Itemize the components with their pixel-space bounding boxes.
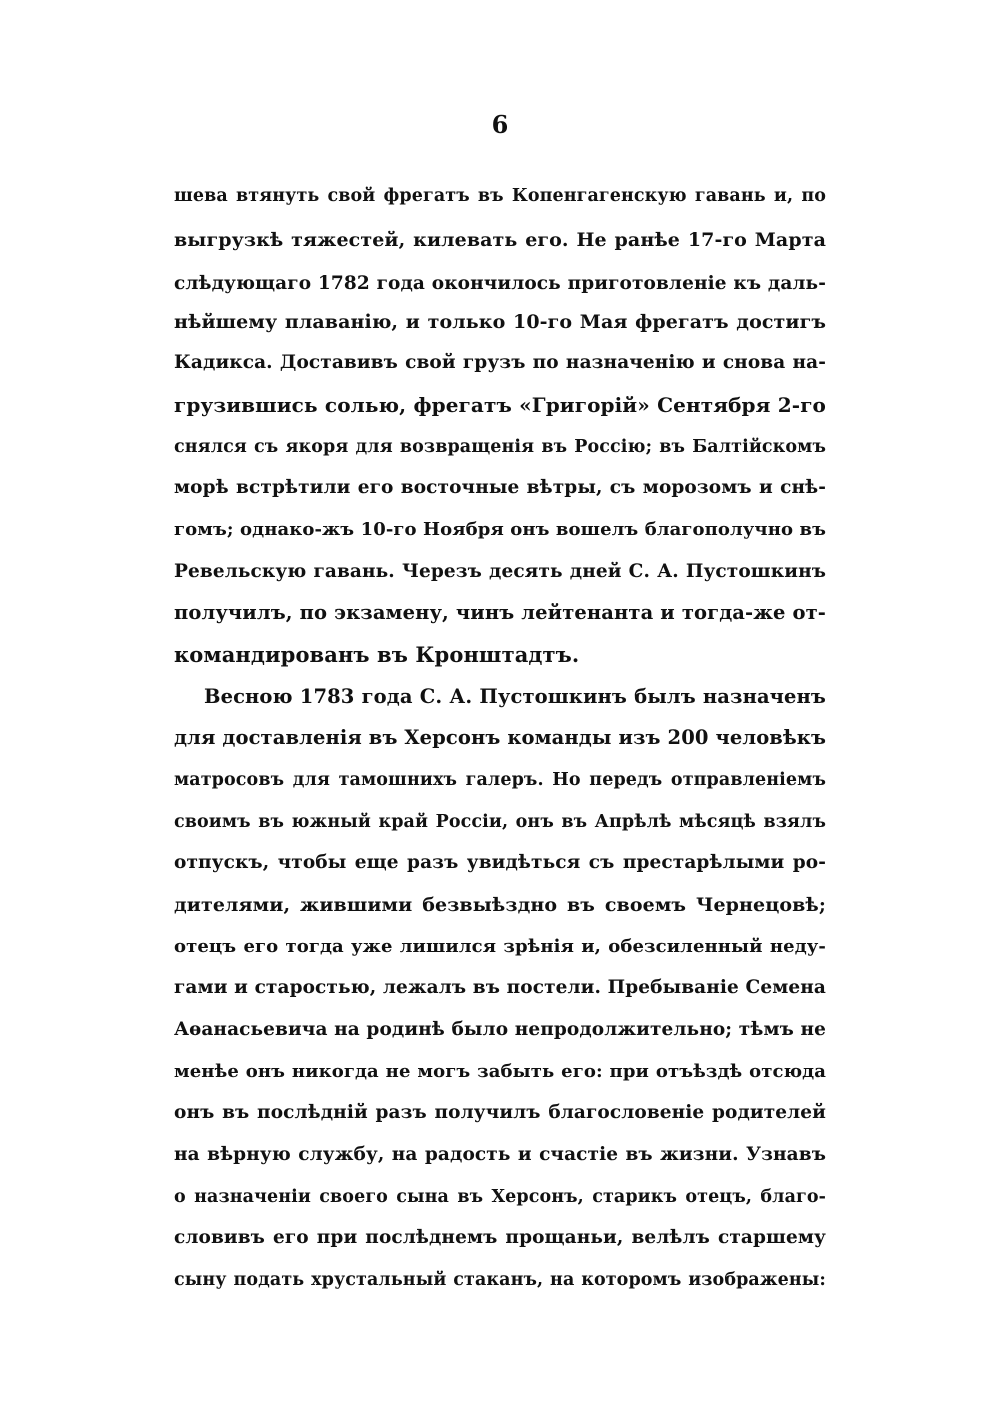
page-number: 6 [491, 110, 509, 139]
text-line: сыну подать хрустальный стаканъ, на которомъ изображены: [174, 1270, 826, 1290]
text-line: снялся съ якоря для возвращенія въ Россію; въ Балтійскомъ [174, 437, 826, 457]
text-line: словивъ его при послѣднемъ прощаньи, велѣлъ старшему [174, 1227, 826, 1248]
text-line: Кадикса. Доставивъ свой грузъ по назначенію и снова на- [174, 352, 826, 373]
text-line: дителями, жившими безвыѣздно въ своемъ Чернецовѣ; [174, 894, 826, 916]
text-line: матросовъ для тамошнихъ галеръ. Но передъ отправленіемъ [174, 770, 826, 790]
text-line: о назначеніи своего сына въ Херсонъ, старикъ отецъ, благо- [174, 1187, 826, 1207]
text-line: Аѳанасьевича на родинѣ было непродолжительно; тѣмъ не [174, 1019, 826, 1040]
text-line: своимъ въ южный край Россіи, онъ въ Апрѣлѣ мѣсяцѣ взялъ [174, 812, 826, 832]
text-line: отпускъ, чтобы еще разъ увидѣться съ престарѣлыми ро- [174, 852, 826, 873]
text-line: гами и старостью, лежалъ въ постели. Пребываніе Семена [174, 977, 826, 998]
text-line: на вѣрную службу, на радость и счастіе въ жизни. Узнавъ [174, 1144, 826, 1165]
text-line: получилъ, по экзамену, чинъ лейтенанта и тогда-же от- [174, 601, 826, 624]
text-line: менѣе онъ никогда не могъ забыть его: при отъѣздѣ отсюда [174, 1061, 826, 1082]
text-line: слѣдующаго 1782 года окончилось приготовленіе къ даль- [174, 273, 826, 294]
text-line: Ревельскую гавань. Черезъ десять дней С. А. Пустошкинъ [174, 561, 826, 582]
text-line: Весною 1783 года С. А. Пустошкинъ былъ назначенъ [204, 685, 826, 708]
text-line: шева втянуть свой фрегатъ въ Копенгагенскую гавань и, по [174, 186, 826, 206]
text-line: гомъ; однако-жъ 10-го Ноября онъ вошелъ благополучно въ [174, 519, 826, 540]
text-line: морѣ встрѣтили его восточные вѣтры, съ морозомъ и снѣ- [174, 477, 826, 498]
text-line: грузившись солью, фрегатъ «Григорій» Сентября 2-го [174, 393, 826, 417]
text-line: отецъ его тогда уже лишился зрѣнія и, обезсиленный неду- [174, 936, 826, 957]
text-line: нѣйшему плаванію, и только 10-го Мая фрегатъ достигъ [174, 311, 826, 333]
text-line: онъ въ послѣдній разъ получилъ благословеніе родителей [174, 1102, 826, 1123]
text-line: для доставленія въ Херсонъ команды изъ 200 человѣкъ [174, 726, 826, 749]
text-line: выгрузкѣ тяжестей, килевать его. Не ранѣе 17-го Марта [174, 229, 826, 251]
text-line: командированъ въ Кронштадтъ. [174, 642, 580, 667]
